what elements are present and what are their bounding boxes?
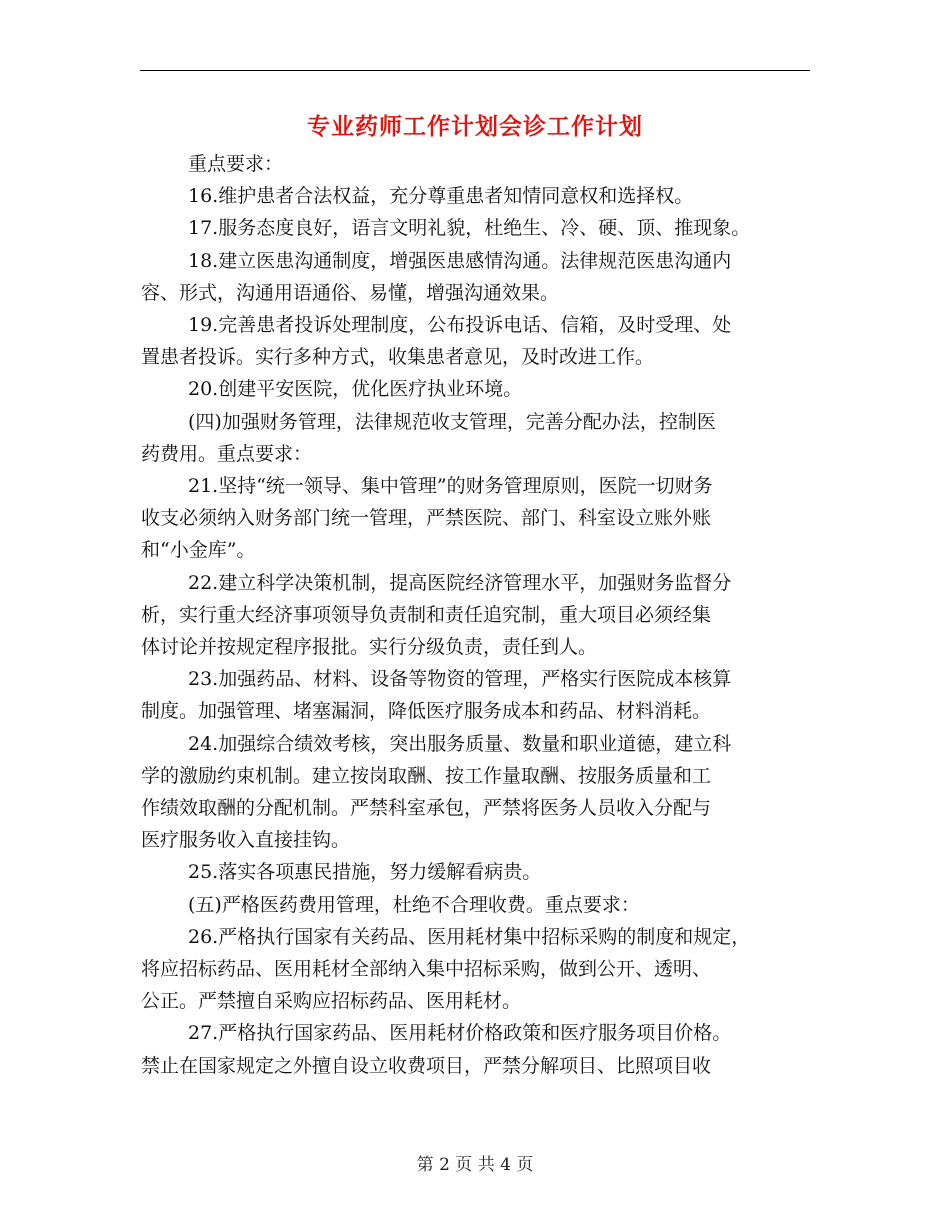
text-line: 制度。加强管理、堵塞漏洞，降低医疗服务成本和药品、材料消耗。 — [141, 700, 712, 723]
paragraph-item-21 — [141, 470, 821, 567]
paragraph-section-4 — [141, 406, 821, 470]
text-line: 置患者投诉。实行多种方式，收集患者意见，及时改进工作。 — [141, 346, 655, 369]
text-line: 17.服务态度良好，语言文明礼貌，杜绝生、冷、硬、顶、推现象。 — [188, 217, 751, 240]
text-line: (五)严格医药费用管理，杜绝不合理收费。重点要求： — [188, 893, 640, 916]
text-line: 20.创建平安医院，优化医疗执业环境。 — [188, 378, 523, 401]
paragraph-key-requirements — [141, 148, 821, 180]
text-line: 容、形式，沟通用语通俗、易懂，增强沟通效果。 — [141, 281, 560, 304]
text-line: 公正。严禁擅自采购应招标药品、医用耗材。 — [141, 990, 522, 1013]
paragraph-item-19 — [141, 309, 821, 373]
text-line: 19.完善患者投诉处理制度，公布投诉电话、信箱，及时受理、处 — [188, 314, 732, 337]
text-line: 21.坚持“统一领导、集中管理”的财务管理原则，医院一切财务 — [188, 475, 713, 498]
text-line: 学的激励约束机制。建立按岗取酬、按工作量取酬、按服务质量和工 — [141, 764, 712, 787]
paragraph-item-23 — [141, 663, 821, 727]
text-line: 重点要求： — [188, 153, 284, 175]
paragraph-item-24 — [141, 728, 821, 857]
paragraph-item-26 — [141, 921, 821, 1018]
text-line: 收支必须纳入财务部门统一管理，严禁医院、部门、科室设立账外账 — [141, 507, 712, 530]
paragraph-section-5 — [141, 889, 821, 921]
text-line: 27.严格执行国家药品、医用耗材价格政策和医疗服务项目价格。 — [188, 1022, 732, 1045]
text-line: 24.加强综合绩效考核，突出服务质量、数量和职业道德，建立科 — [188, 732, 732, 755]
text-line: 体讨论并按规定程序报批。实行分级负责，责任到人。 — [141, 636, 598, 659]
paragraph-item-25 — [141, 856, 821, 888]
text-line: 25.落实各项惠民措施，努力缓解看病贵。 — [188, 861, 542, 884]
text-line: 医疗服务收入直接挂钩。 — [141, 829, 351, 852]
text-line: 18.建立医患沟通制度，增强医患感情沟通。法律规范医患沟通内 — [188, 249, 732, 272]
text-line: 析，实行重大经济事项领导负责制和责任追究制，重大项目必须经集 — [141, 603, 712, 626]
text-line: (四)加强财务管理，法律规范收支管理，完善分配办法，控制医 — [188, 410, 716, 433]
paragraph-item-17 — [141, 212, 821, 244]
page-number-footer: 第 2 页 共 4 页 — [416, 1155, 534, 1175]
document-body — [141, 148, 821, 1082]
text-line: 将应招标药品、医用耗材全部纳入集中招标采购，做到公开、透明、 — [141, 958, 712, 981]
paragraph-item-16 — [141, 180, 821, 212]
paragraph-item-20 — [141, 373, 821, 405]
paragraph-item-18 — [141, 245, 821, 309]
paragraph-item-27 — [141, 1017, 821, 1081]
paragraph-item-22 — [141, 567, 821, 664]
text-line: 16.维护患者合法权益，充分尊重患者知情同意权和选择权。 — [188, 185, 694, 208]
text-line: 禁止在国家规定之外擅自设立收费项目，严禁分解项目、比照项目收 — [141, 1054, 712, 1077]
document-title: 专业药师工作计划会诊工作计划 — [307, 113, 643, 140]
text-line: 26.严格执行国家有关药品、医用耗材集中招标采购的制度和规定， — [188, 925, 751, 948]
text-line: 23.加强药品、材料、设备等物资的管理，严格实行医院成本核算 — [188, 668, 732, 691]
text-line: 药费用。重点要求： — [141, 442, 313, 465]
text-line: 和“小金库”。 — [141, 539, 256, 562]
text-line: 22.建立科学决策机制，提高医院经济管理水平，加强财务监督分 — [188, 571, 732, 594]
text-line: 作绩效取酬的分配机制。严禁科室承包，严禁将医务人员收入分配与 — [141, 797, 712, 820]
header-rule — [140, 70, 810, 71]
